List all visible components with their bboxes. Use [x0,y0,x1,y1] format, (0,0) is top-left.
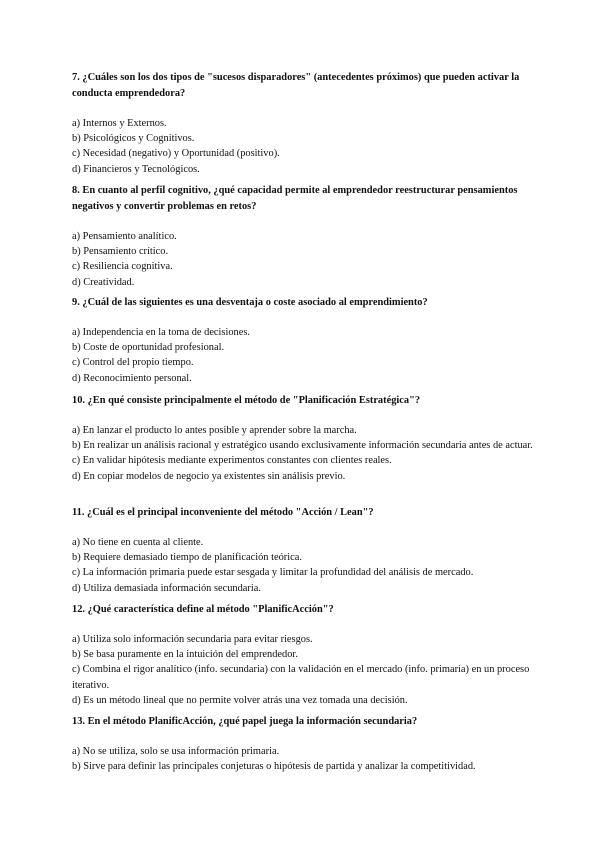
option-d: d) Reconocimiento personal. [72,372,192,384]
question-7 [72,70,542,177]
option-a: a) No se utiliza, solo se usa información primaria. [72,746,280,757]
question-title: 9. ¿Cuál de las siguientes es una desventaja o coste asociado al emprendimiento? [72,297,428,308]
options-list [72,423,542,484]
option-a: a) No tiene en cuenta al cliente. [72,537,204,548]
option-c: c) Combina el rigor analítico (info. secundaria) con la validación en el mercado (info. primaria) en un proceso iterativo. [72,664,530,691]
option-a: a) Independencia en la toma de decisiones. [72,327,251,338]
option-b: b) En realizar un análisis racional y estratégico usando exclusivamente información secundaria antes de actuar. [72,440,533,452]
option-c: c) En validar hipótesis mediante experimentos constantes con clientes reales. [72,455,392,467]
option-d: d) Financieros y Tecnológicos. [72,163,200,175]
question-title: 12. ¿Qué característica define al método "PlanificAcción"? [72,604,334,615]
question-13 [72,714,542,774]
question-9 [72,295,542,386]
option-b: b) Pensamiento crítico. [72,246,169,258]
option-a: a) Utiliza solo información secundaria para evitar riesgos. [72,634,313,645]
option-d: d) Es un método lineal que no permite volver atrás una vez tomada una decisión. [72,694,408,706]
option-c: c) Necesidad (negativo) y Oportunidad (positivo). [72,148,280,160]
option-b: b) Requiere demasiado tiempo de planificación teórica. [72,552,302,564]
option-c: c) Resiliencia cognitiva. [72,261,173,273]
question-12 [72,602,542,708]
option-c: c) Control del propio tiempo. [72,357,194,369]
option-b: b) Se basa puramente en la intuición del emprendedor. [72,649,298,661]
option-d: d) En copiar modelos de negocio ya existentes sin análisis previo. [72,470,346,482]
options-list [72,229,542,290]
question-8 [72,183,542,290]
question-title: 10. ¿En qué consiste principalmente el método de "Planificación Estratégica"? [72,395,421,406]
option-c: c) La información primaria puede estar sesgada y limitar la profundidad del análisis de mercado. [72,567,474,579]
option-a: a) En lanzar el producto lo antes posible y aprender sobre la marcha. [72,425,357,436]
options-list [72,632,542,708]
question-10 [72,393,542,484]
question-title: 13. En el método PlanificAcción, ¿qué papel juega la información secundaria? [72,716,418,727]
option-a: a) Internos y Externos. [72,118,167,129]
option-b: b) Psicológicos y Cognitivos. [72,133,195,145]
question-11 [72,505,542,596]
options-list [72,116,542,177]
options-list [72,325,542,386]
option-d: d) Utiliza demasiada información secundaria. [72,582,261,594]
options-list [72,535,542,596]
option-a: a) Pensamiento analítico. [72,231,177,242]
options-list [72,744,542,774]
option-b: b) Sirve para definir las principales conjeturas o hipótesis de partida y analizar la competitividad. [72,761,476,773]
question-title: 11. ¿Cuál es el principal inconveniente del método "Acción / Lean"? [72,507,374,518]
option-d: d) Creatividad. [72,276,135,288]
question-title: 7. ¿Cuáles son los dos tipos de "sucesos disparadores" (antecedentes próximos) que pueden activar la conducta emprendedora? [72,72,520,99]
option-b: b) Coste de oportunidad profesional. [72,342,225,354]
question-title: 8. En cuanto al perfil cognitivo, ¿qué capacidad permite al emprendedor reestructurar pensamientos negativos y convertir problemas en retos? [72,185,518,212]
